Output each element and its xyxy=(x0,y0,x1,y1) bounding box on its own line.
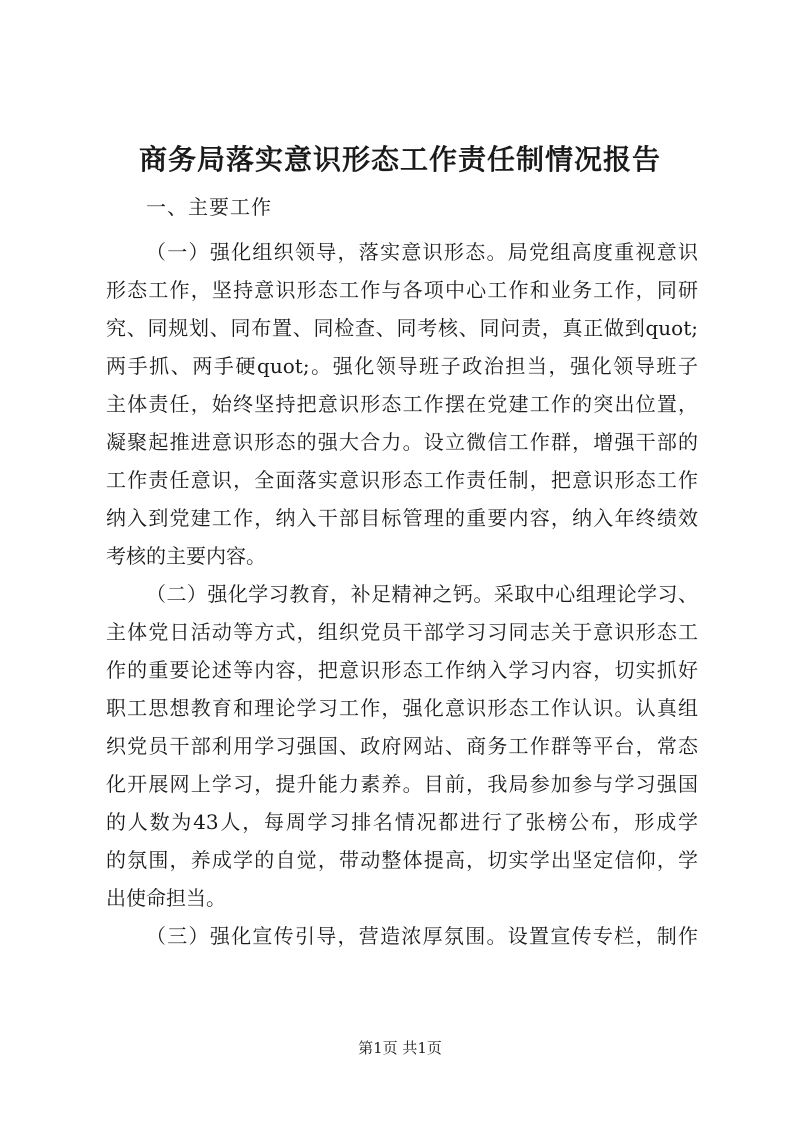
paragraph-line: 考核的主要内容。 xyxy=(106,544,266,568)
paragraph-line: 两手抓、两手硬quot;。强化领导班子政治担当，强化领导班子 xyxy=(106,354,698,378)
paragraph-line: 主体党日活动等方式，组织党员干部学习习同志关于意识形态工 xyxy=(106,620,698,644)
paragraph-line: （一）强化组织领导，落实意识形态。局党组高度重视意识 xyxy=(146,240,698,264)
paragraph-line: （二）强化学习教育，补足精神之钙。采取中心组理论学习、 xyxy=(146,582,698,606)
paragraph-line: 织党员干部利用学习强国、政府网站、商务工作群等平台，常态 xyxy=(106,734,698,758)
paragraph-line: 作的重要论述等内容，把意识形态工作纳入学习内容，切实抓好 xyxy=(106,658,698,682)
paragraph-line: 出使命担当。 xyxy=(106,886,226,910)
paragraph-line: （三）强化宣传引导，营造浓厚氛围。设置宣传专栏，制作 xyxy=(146,924,698,948)
paragraph-line: 化开展网上学习，提升能力素养。目前，我局参加参与学习强国 xyxy=(106,772,698,796)
page-footer: 第1页 共1页 xyxy=(358,1039,442,1057)
paragraph-line: 职工思想教育和理论学习工作，强化意识形态工作认识。认真组 xyxy=(106,696,698,720)
paragraph-line: 究、同规划、同布置、同检查、同考核、同问责，真正做到quot; xyxy=(106,316,698,340)
paragraph-line: 主体责任，始终坚持把意识形态工作摆在党建工作的突出位置， xyxy=(106,392,698,416)
paragraph-line: 纳入到党建工作，纳入干部目标管理的重要内容，纳入年终绩效 xyxy=(106,506,698,530)
document-title: 商务局落实意识形态工作责任制情况报告 xyxy=(138,143,661,176)
paragraph-line: 的氛围，养成学的自觉，带动整体提高，切实学出坚定信仰，学 xyxy=(106,848,698,872)
paragraph-line: 的人数为43人，每周学习排名情况都进行了张榜公布，形成学 xyxy=(106,810,698,834)
section-heading: 一、主要工作 xyxy=(146,195,272,219)
paragraph-line: 工作责任意识，全面落实意识形态工作责任制，把意识形态工作 xyxy=(106,468,698,492)
paragraph-line: 凝聚起推进意识形态的强大合力。设立微信工作群，增强干部的 xyxy=(106,430,698,454)
paragraph-line: 形态工作，坚持意识形态工作与各项中心工作和业务工作，同研 xyxy=(106,278,698,302)
